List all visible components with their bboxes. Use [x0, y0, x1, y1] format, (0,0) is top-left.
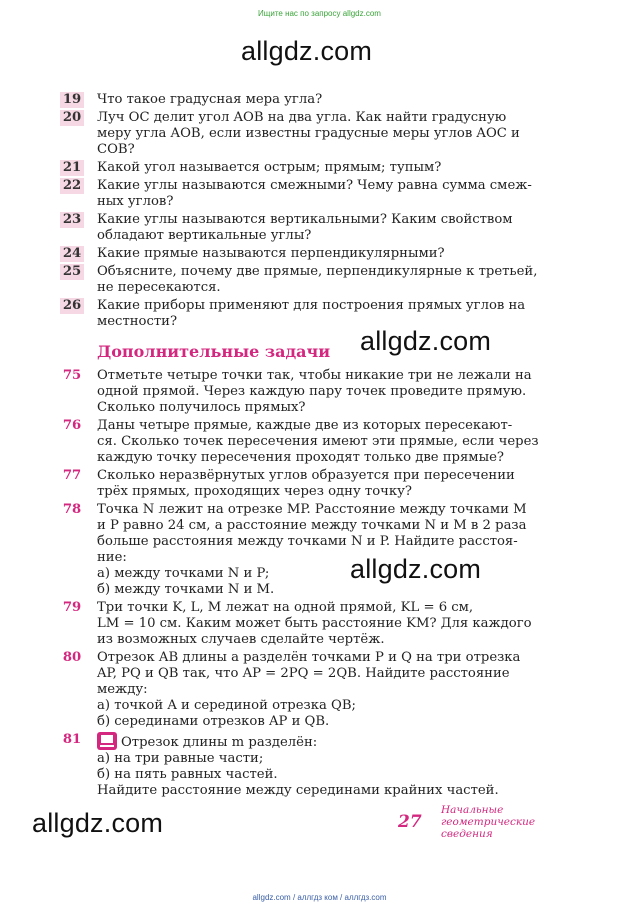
watermark-middle: allgdz.com — [360, 326, 492, 356]
question-item-text-line: Какой угол называется острым; прямым; тупым? — [97, 160, 442, 175]
question-item-text-line: не пересекаются. — [97, 280, 221, 295]
task-item-text-line: LM = 10 см. Каким может быть расстояние KM? Для каждого — [97, 616, 532, 631]
task-item — [60, 732, 564, 799]
question-item — [60, 212, 564, 244]
task-item — [60, 600, 564, 648]
task-item-number: 75 — [62, 368, 82, 383]
computer-icon — [97, 732, 117, 750]
question-item-text-line: COB? — [97, 142, 135, 157]
task-item-text-line — [97, 732, 564, 751]
task-item-number: 78 — [62, 502, 82, 517]
question-item — [60, 92, 564, 108]
question-item-text-line: Что такое градусная мера угла? — [97, 92, 323, 107]
question-item-text-line: Какие приборы применяют для построения прямых углов на — [97, 298, 526, 313]
task-list — [60, 368, 564, 799]
task-item-text-line: б) на пять равных частей. — [97, 767, 278, 782]
task-item-number: 80 — [62, 650, 82, 665]
task-item-text-line: Сколько получилось прямых? — [97, 400, 306, 415]
task-item-text-line: между: — [97, 682, 148, 697]
question-item-text-line: Объясните, почему две прямые, перпендикулярные к третьей, — [97, 264, 538, 279]
question-item-number: 23 — [60, 212, 84, 228]
task-item-number: 77 — [62, 468, 82, 483]
question-item-text-line: Какие углы называются смежными? Чему равна сумма смеж- — [97, 178, 532, 193]
question-item-text-line: местности? — [97, 314, 178, 329]
task-item-text-line: а) на три равные части; — [97, 751, 264, 766]
question-item-text-line: меру угла AOB, если известны градусные меры углов AOC и — [97, 126, 520, 141]
task-item-text-line: Отрезок AB длины a разделён точками P и Q на три отрезка — [97, 650, 521, 665]
section-name — [441, 804, 561, 840]
watermark-lower: allgdz.com — [350, 554, 482, 584]
section-name-line: геометрические — [441, 816, 536, 828]
task-item — [60, 650, 564, 730]
task-item — [60, 468, 564, 500]
section-title: Дополнительные задачи — [97, 342, 331, 361]
bottom-links[interactable]: allgdz.com / аллгдз ком / аллгдз.com — [252, 893, 387, 902]
task-item — [60, 418, 564, 466]
question-item — [60, 110, 564, 158]
task-item-text-line: б) между точками N и M. — [97, 582, 275, 597]
question-list — [60, 92, 564, 330]
question-item — [60, 178, 564, 210]
question-item — [60, 246, 564, 262]
question-item-number: 24 — [60, 246, 84, 262]
task-item-text-line: Найдите расстояние между серединами крайних частей. — [97, 783, 499, 798]
question-item-text-line: Какие углы называются вертикальными? Каким свойством — [97, 212, 513, 227]
task-item-text-line: и P равно 24 см, а расстояние между точками N и M в 2 раза — [97, 518, 527, 533]
question-item-number: 22 — [60, 178, 84, 194]
task-item-text-line: из возможных случаев сделайте чертёж. — [97, 632, 385, 647]
question-item-number: 25 — [60, 264, 84, 280]
section-name-line: сведения — [441, 828, 493, 840]
task-item-text-line: Отметьте четыре точки так, чтобы никакие три не лежали на — [97, 368, 532, 383]
question-item — [60, 264, 564, 296]
question-item — [60, 298, 564, 330]
task-item-text: Отрезок длины m разделён: — [121, 735, 318, 750]
section-name-line: Начальные — [441, 804, 504, 816]
question-item — [60, 160, 564, 176]
task-item-text-line: трёх прямых, проходящих через одну точку? — [97, 484, 412, 499]
task-item-text-line: б) серединами отрезков AP и QB. — [97, 714, 330, 729]
page-number: 27 — [398, 812, 422, 832]
task-item-text-line: Три точки K, L, M лежат на одной прямой, KL = 6 см, — [97, 600, 474, 615]
watermark-bottom: allgdz.com — [32, 808, 164, 838]
task-item-text-line: каждую точку пересечения проходят только две прямые? — [97, 450, 504, 465]
question-item-text-line: Какие прямые называются перпендикулярными? — [97, 246, 445, 261]
question-item-number: 21 — [60, 160, 84, 176]
watermark-top: allgdz.com — [241, 36, 373, 66]
task-item-number: 76 — [62, 418, 82, 433]
task-item-text-line: Точка N лежит на отрезке MP. Расстояние между точками M — [97, 502, 527, 517]
task-item — [60, 368, 564, 416]
task-item-text-line: а) между точками N и P; — [97, 566, 270, 581]
task-item-text-line: одной прямой. Через каждую пару точек проведите прямую. — [97, 384, 527, 399]
task-item-text-line: больше расстояния между точками N и P. Найдите расстоя- — [97, 534, 518, 549]
question-item-text-line: обладают вертикальные углы? — [97, 228, 312, 243]
question-item-number: 19 — [60, 92, 84, 108]
task-item-text-line: Даны четыре прямые, каждые две из которых пересекают- — [97, 418, 513, 433]
question-item-number: 20 — [60, 110, 84, 126]
task-item-text-line: ся. Сколько точек пересечения имеют эти прямые, если через — [97, 434, 539, 449]
task-item-text-line: ние: — [97, 550, 127, 565]
task-item — [60, 502, 564, 598]
task-item-number: 81 — [62, 732, 82, 747]
page-content — [60, 92, 564, 801]
task-item-text-line: Сколько неразвёрнутых углов образуется при пересечении — [97, 468, 515, 483]
task-item-text-line: AP, PQ и QB так, что AP = 2PQ = 2QB. Найдите расстояние — [97, 666, 510, 681]
question-item-text-line: Луч OC делит угол AOB на два угла. Как найти градусную — [97, 110, 507, 125]
question-item-number: 26 — [60, 298, 84, 314]
task-item-number: 79 — [62, 600, 82, 615]
top-promo-text: Ищите нас по запросу allgdz.com — [258, 9, 381, 18]
question-item-text-line: ных углов? — [97, 194, 174, 209]
task-item-text-line: а) точкой A и серединой отрезка QB; — [97, 698, 356, 713]
